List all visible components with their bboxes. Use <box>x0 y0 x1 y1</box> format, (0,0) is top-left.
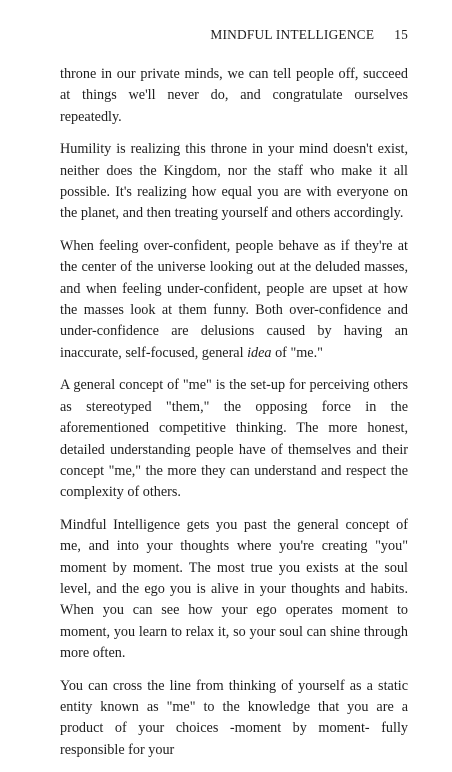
paragraph-confidence <box>60 236 408 364</box>
page-number: 15 <box>394 27 408 42</box>
running-title: MINDFUL INTELLIGENCE <box>210 27 375 42</box>
body-text <box>60 64 408 772</box>
paragraph-humility: Humility is realizing this throne in your mind doesn't exist, neither does the Kingdom, nor the staff who make it all possible. It's realizing how equal you are with everyone on the planet, and then treating yourself and others accordingly. <box>60 141 408 222</box>
paragraph-confidence-text: When feeling over-confident, people behave as if they're at the center of the universe looking out at the deluded masses, and when feeling under-confident, people are upset at how the masses look at them funny. Both over-confidence and under-confidence are delusions caused by having an inaccurate, self-focused, general <box>60 237 408 361</box>
emphasis-idea: idea <box>247 344 272 361</box>
paragraph-throne-continuation: throne in our private minds, we can tell people off, succeed at things we'll never do, and congratulate ourselves repeatedly. <box>60 66 408 125</box>
paragraph-confidence-tail: of "me." <box>271 344 323 361</box>
running-header <box>210 27 408 43</box>
paragraph-static-entity: You can cross the line from thinking of yourself as a static entity known as "me" to the knowledge that you are a product of your choices -moment by moment- fully responsible for your <box>60 677 408 758</box>
paragraph-mindful-intelligence: Mindful Intelligence gets you past the general concept of me, and into your thoughts where you're creating "you" moment by moment. The most true you exists at the soul level, and the ego you is alive in your thoughts and habits. When you can see how your ego operates moment to moment, you learn to relax it, so your soul can shine through more often. <box>60 516 408 662</box>
paragraph-general-concept: A general concept of "me" is the set-up for perceiving others as stereotyped "them," the opposing force in the aforementioned competitive thinking. The more honest, detailed understanding people have of themselves and their concept "me," the more they can understand and respect the complexity of others. <box>60 377 408 501</box>
